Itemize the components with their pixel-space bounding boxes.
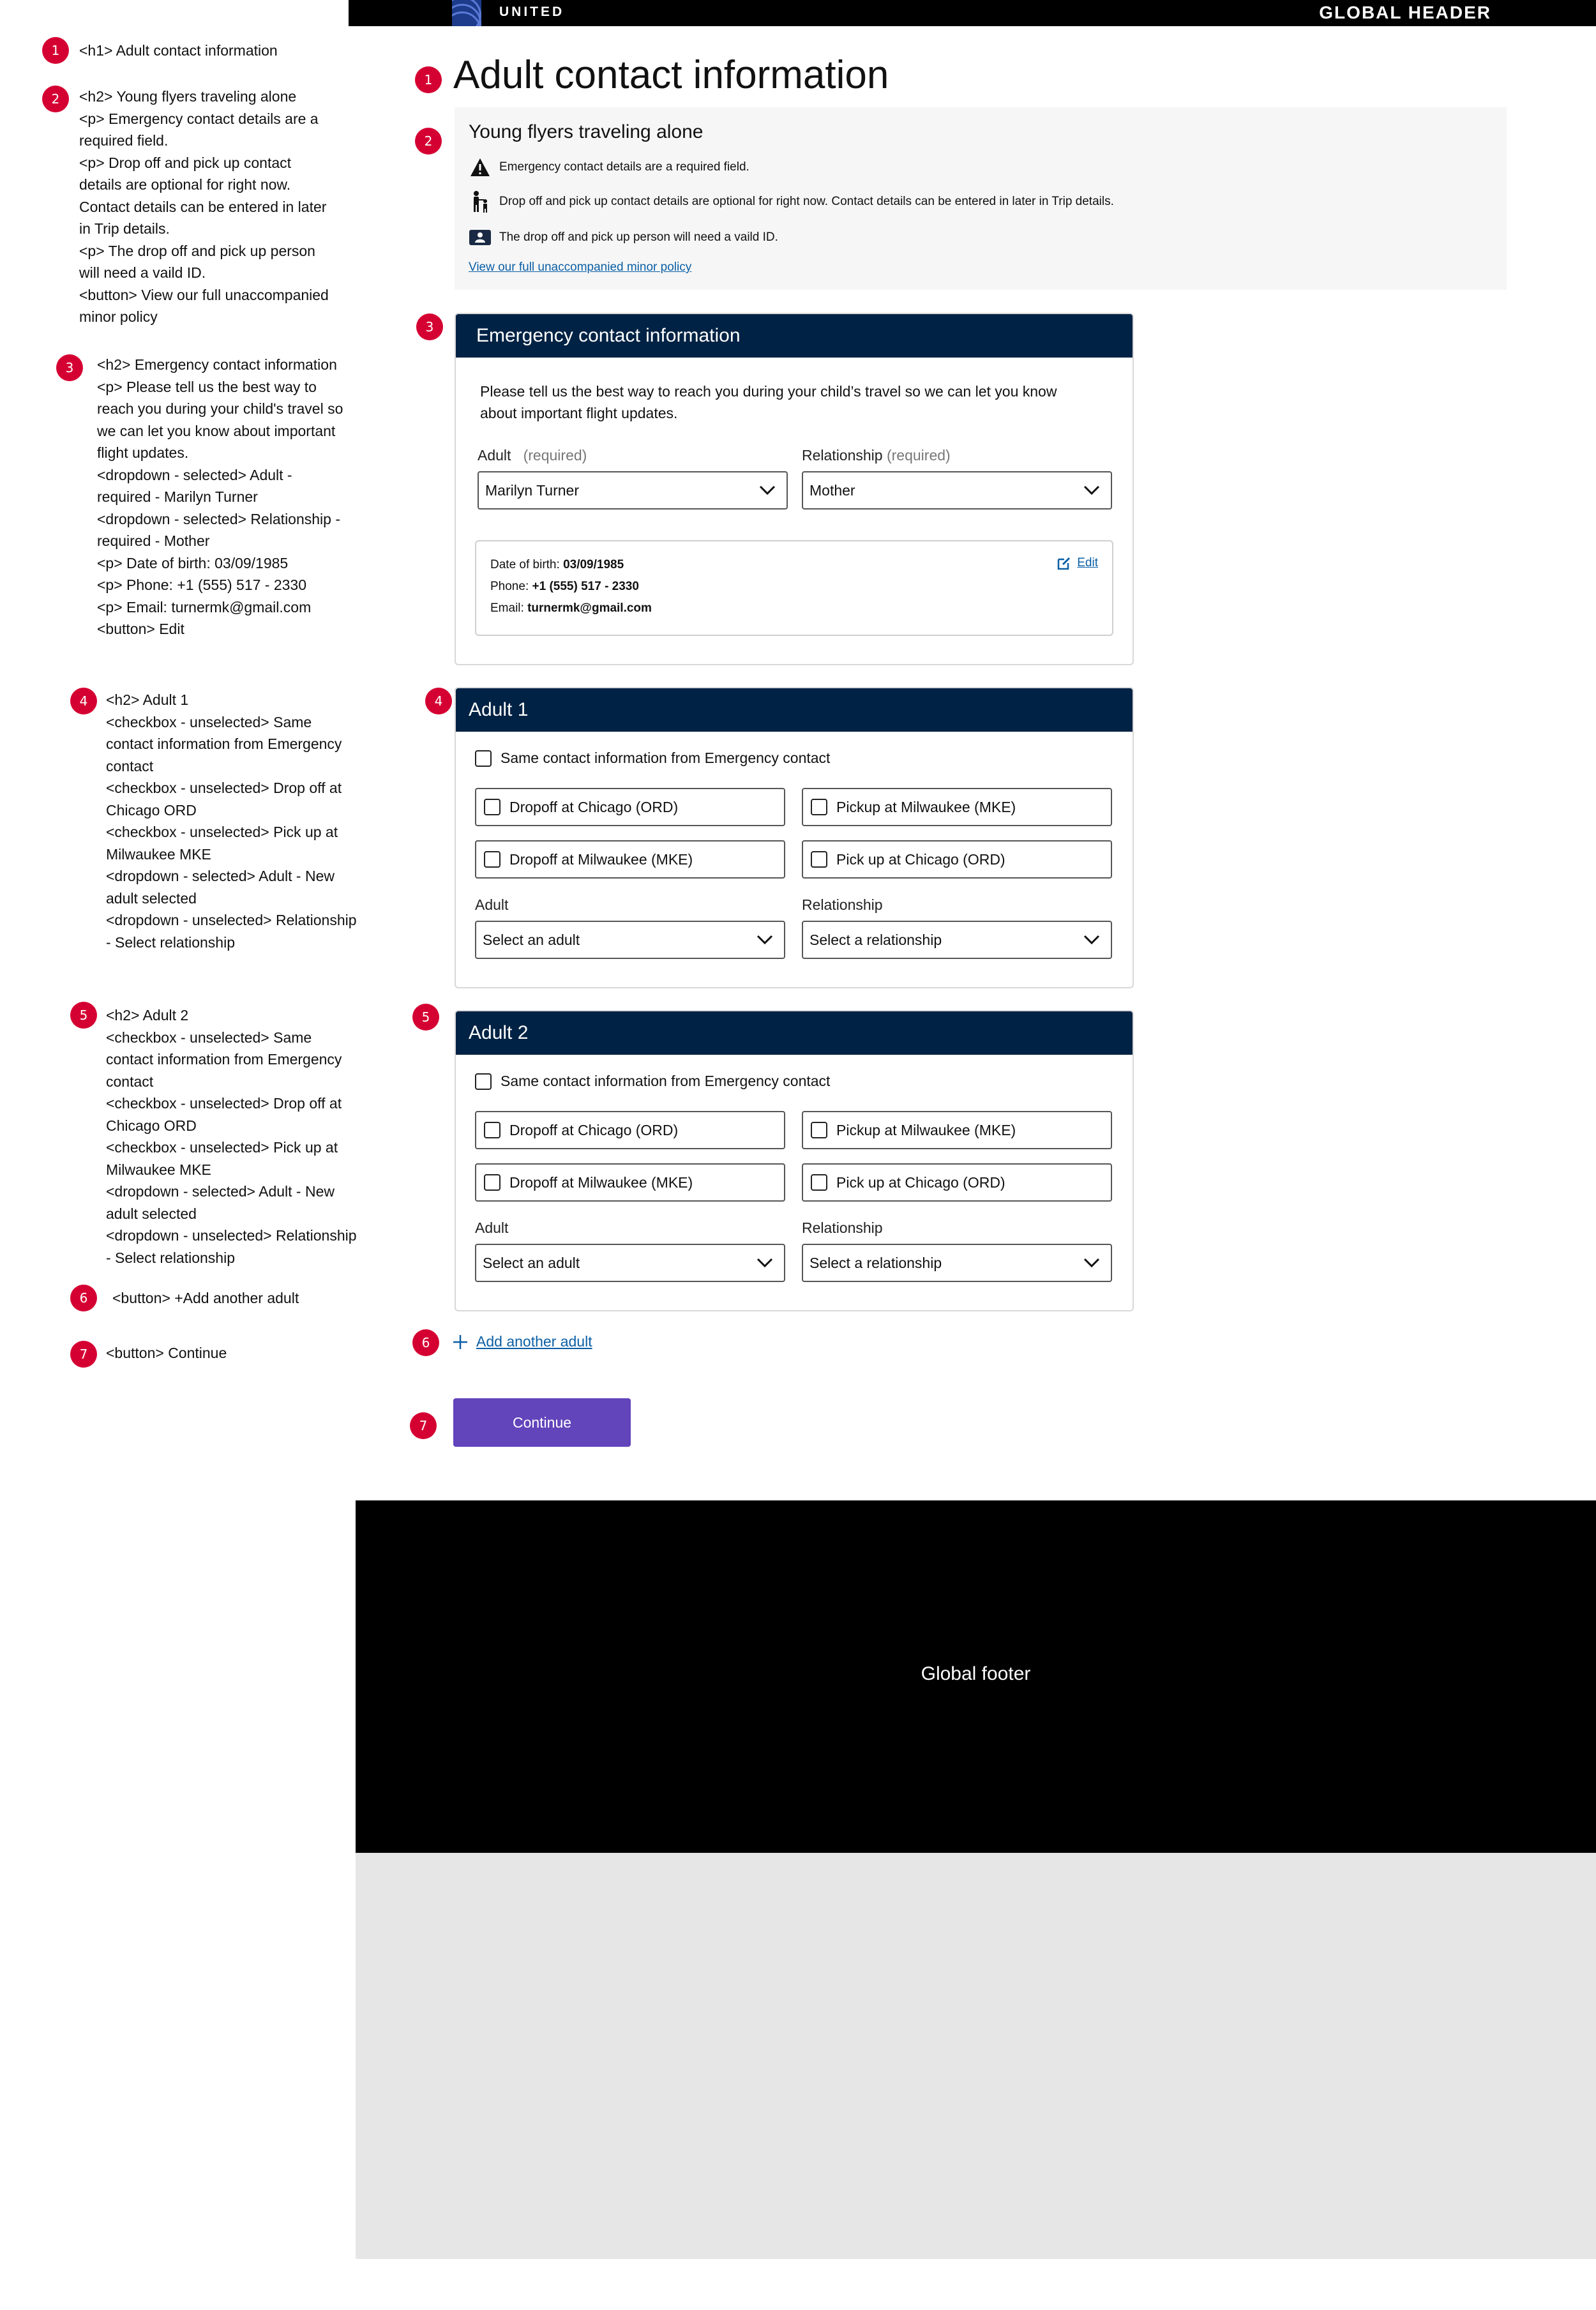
emergency-intro-line: about important flight updates. (480, 405, 678, 421)
contact-details-box (475, 540, 1113, 636)
adult-field-label (478, 447, 587, 464)
chevron-down-icon (1083, 933, 1101, 947)
annotation-badge: 5 (70, 1002, 97, 1029)
adult-1-adult-select[interactable] (475, 921, 785, 959)
required-marker: (required) (886, 447, 951, 464)
annotation-line: <p> Drop off and pick up contact details are optional for right now. Contact details can be entered in later in Trip details. (79, 154, 327, 237)
adult-2-pickup-milwaukee-checkbox[interactable] (802, 1111, 1112, 1149)
annotation-line: <checkbox - unselected> Same contact information from Emergency contact (106, 1029, 342, 1090)
checkbox-box[interactable] (811, 799, 827, 815)
chevron-down-icon (1083, 1256, 1101, 1270)
annotation-badge: 2 (42, 86, 69, 112)
annotation-badge: 3 (56, 354, 83, 381)
global-header-title: GLOBAL HEADER (1319, 3, 1491, 22)
phone-line (490, 580, 639, 594)
emergency-relationship-value: Mother (809, 481, 855, 499)
adult-1-heading: Adult 1 (456, 688, 1133, 732)
annotation-1 (79, 40, 347, 62)
chevron-down-icon (758, 483, 776, 497)
annotation-line: <button> Edit (97, 621, 184, 637)
chevron-down-icon (756, 933, 774, 947)
checkbox-box[interactable] (475, 1073, 492, 1090)
dropoff-chicago-label: Dropoff at Chicago (ORD) (509, 1121, 679, 1138)
emergency-contact-heading: Emergency contact information (456, 314, 1133, 358)
same-contact-label: Same contact information from Emergency contact (501, 750, 831, 766)
adult-2-card (455, 1010, 1134, 1311)
adult-2-same-contact-checkbox[interactable] (475, 1073, 830, 1090)
annotation-line: <h1> Adult contact information (79, 42, 278, 59)
checkbox-box[interactable] (484, 799, 501, 815)
annotation-line: <h2> Adult 1 (106, 691, 189, 708)
edit-button[interactable] (1057, 555, 1098, 571)
checkbox-box[interactable] (484, 1122, 501, 1138)
annotation-line: <checkbox - unselected> Drop off at Chicago ORD (106, 1095, 342, 1134)
annotation-line: <dropdown - selected> Relationship - required - Mother (97, 510, 341, 549)
info-id-text: The drop off and pick up person will need a vaild ID. (499, 230, 778, 244)
phone-value: +1 (555) 517 - 2330 (532, 580, 639, 593)
email-line (490, 601, 652, 615)
same-contact-label: Same contact information from Emergency contact (501, 1073, 831, 1089)
checkbox-box[interactable] (811, 1122, 827, 1138)
united-globe-logo[interactable] (452, 0, 481, 26)
emergency-intro (480, 381, 1057, 424)
adult-child-icon (469, 190, 492, 213)
adult-1-card (455, 687, 1134, 988)
adult-label-text: Adult (478, 447, 511, 464)
adult-2-adult-select[interactable] (475, 1244, 785, 1282)
warning-icon (469, 156, 492, 179)
checkbox-box[interactable] (811, 1174, 827, 1191)
page-badge-7: 7 (410, 1412, 437, 1439)
checkbox-box[interactable] (484, 1174, 501, 1191)
info-required-text: Emergency contact details are a required field. (499, 160, 749, 174)
info-required-row (469, 156, 749, 179)
edit-icon (1057, 555, 1072, 571)
relationship-select-value: Select a relationship (809, 931, 942, 948)
annotation-line: <checkbox - unselected> Same contact information from Emergency contact (106, 713, 342, 774)
info-id-row (469, 226, 778, 249)
relationship-field-label: Relationship (802, 1219, 883, 1236)
annotation-badge: 7 (70, 1341, 97, 1368)
page-badge-2: 2 (415, 128, 442, 155)
dob-label: Date of birth: (490, 558, 560, 571)
dropoff-milwaukee-label: Dropoff at Milwaukee (MKE) (509, 850, 693, 868)
adult-select-value: Select an adult (483, 931, 580, 948)
page-badge-5: 5 (412, 1004, 439, 1030)
global-footer-title: Global footer (921, 1663, 1031, 1684)
annotation-2 (79, 86, 335, 328)
global-footer (356, 1500, 1596, 1853)
adult-field-label: Adult (475, 1219, 509, 1236)
annotation-line: <p> Email: turnermk@gmail.com (97, 598, 312, 615)
page-badge-4: 4 (425, 688, 452, 714)
annotation-line: <h2> Young flyers traveling alone (79, 88, 297, 105)
page-badge-3: 3 (416, 313, 443, 340)
info-optional-row (469, 190, 1114, 213)
annotation-5 (106, 1004, 358, 1269)
info-optional-text: Drop off and pick up contact details are optional for right now. Contact details can be entered in later in Trip details. (499, 195, 1114, 208)
annotation-line: <p> Please tell us the best way to reach you during your child's travel so we can let you know about important flight updates. (97, 378, 343, 461)
annotation-line: <dropdown - unselected> Relationship - Select relationship (106, 912, 357, 951)
annotation-line: <dropdown - unselected> Relationship - Select relationship (106, 1227, 357, 1266)
relationship-select-value: Select a relationship (809, 1254, 942, 1271)
annotation-line: <dropdown - selected> Adult - New adult selected (106, 1183, 335, 1222)
continue-button[interactable]: Continue (453, 1398, 631, 1447)
minor-policy-link[interactable]: View our full unaccompanied minor policy (469, 260, 692, 274)
adult-1-pickup-milwaukee-checkbox[interactable] (802, 788, 1112, 826)
page-badge-1: 1 (415, 66, 442, 93)
annotation-column (0, 0, 358, 2310)
annotation-line: <button> View our full unaccompanied minor policy (79, 286, 329, 325)
annotation-line: <h2> Adult 2 (106, 1007, 189, 1023)
email-label: Email: (490, 601, 524, 615)
chevron-down-icon (1083, 483, 1101, 497)
dob-line (490, 558, 624, 572)
plus-icon (452, 1334, 469, 1350)
add-another-adult-button[interactable] (452, 1333, 592, 1350)
annotation-line: <checkbox - unselected> Pick up at Milwaukee MKE (106, 824, 338, 863)
adult-1-relationship-select[interactable] (802, 921, 1112, 959)
annotation-line: <dropdown - selected> Adult - required - Marilyn Turner (97, 466, 292, 505)
young-flyers-heading: Young flyers traveling alone (469, 121, 704, 142)
page-background-area (356, 1853, 1596, 2259)
annotation-line: <button> +Add another adult (112, 1290, 299, 1306)
annotation-line: <p> The drop off and pick up person will need a vaild ID. (79, 242, 315, 281)
annotation-badge: 6 (70, 1285, 97, 1311)
page-title: Adult contact information (453, 53, 889, 97)
email-value: turnermk@gmail.com (527, 601, 652, 615)
emergency-intro-line: Please tell us the best way to reach you during your child’s travel so we can let you know (480, 383, 1057, 400)
chevron-down-icon (756, 1256, 774, 1270)
phone-label: Phone: (490, 580, 529, 593)
adult-1-pickup-chicago-checkbox[interactable] (802, 840, 1112, 879)
annotation-6 (112, 1287, 355, 1310)
adult-2-heading: Adult 2 (456, 1011, 1133, 1055)
relationship-label-text: Relationship (802, 447, 883, 464)
adult-select-value: Select an adult (483, 1254, 580, 1271)
adult-2-dropoff-chicago-checkbox[interactable] (475, 1111, 785, 1149)
add-another-adult-label: Add another adult (476, 1333, 592, 1350)
annotation-3 (97, 354, 347, 640)
annotation-line: <h2> Emergency contact information (97, 356, 337, 373)
id-card-icon (469, 226, 492, 249)
pickup-milwaukee-label: Pickup at Milwaukee (MKE) (836, 798, 1016, 815)
pickup-milwaukee-label: Pickup at Milwaukee (MKE) (836, 1121, 1016, 1138)
emergency-adult-select[interactable] (478, 471, 788, 510)
adult-1-dropoff-chicago-checkbox[interactable] (475, 788, 785, 826)
dob-value: 03/09/1985 (563, 558, 624, 571)
relationship-field-label: Relationship (802, 896, 883, 913)
emergency-contact-card (455, 313, 1134, 665)
annotation-line: <p> Emergency contact details are a required field. (79, 110, 319, 149)
annotation-line: <checkbox - unselected> Drop off at Chicago ORD (106, 780, 342, 819)
annotation-7 (106, 1342, 355, 1364)
relationship-field-label (802, 447, 951, 464)
adult-field-label: Adult (475, 896, 509, 913)
annotation-badge: 4 (70, 688, 97, 714)
page-badge-6: 6 (412, 1329, 439, 1356)
annotation-line: <dropdown - selected> Adult - New adult selected (106, 868, 335, 907)
annotation-line: <p> Date of birth: 03/09/1985 (97, 554, 289, 571)
edit-label: Edit (1077, 556, 1098, 570)
emergency-relationship-select[interactable] (802, 471, 1112, 510)
dropoff-chicago-label: Dropoff at Chicago (ORD) (509, 798, 679, 815)
annotation-line: <checkbox - unselected> Pick up at Milwaukee MKE (106, 1139, 338, 1178)
annotation-4 (106, 689, 358, 953)
global-header (349, 0, 1596, 26)
required-marker: (required) (523, 447, 587, 464)
checkbox-box[interactable] (475, 750, 492, 767)
annotation-line: <button> Continue (106, 1345, 227, 1361)
adult-2-pickup-chicago-checkbox[interactable] (802, 1163, 1112, 1202)
emergency-adult-value: Marilyn Turner (485, 481, 579, 499)
checkbox-box[interactable] (811, 851, 827, 868)
adult-1-dropoff-milwaukee-checkbox[interactable] (475, 840, 785, 879)
adult-2-dropoff-milwaukee-checkbox[interactable] (475, 1163, 785, 1202)
pickup-chicago-label: Pick up at Chicago (ORD) (836, 1174, 1005, 1191)
adult-2-relationship-select[interactable] (802, 1244, 1112, 1282)
pickup-chicago-label: Pick up at Chicago (ORD) (836, 850, 1005, 868)
annotation-badge: 1 (42, 37, 69, 64)
dropoff-milwaukee-label: Dropoff at Milwaukee (MKE) (509, 1174, 693, 1191)
brand-name[interactable]: UNITED (499, 4, 565, 19)
adult-1-same-contact-checkbox[interactable] (475, 750, 830, 767)
checkbox-box[interactable] (484, 851, 501, 868)
annotation-line: <p> Phone: +1 (555) 517 - 2330 (97, 577, 307, 593)
young-flyers-panel (455, 107, 1507, 290)
